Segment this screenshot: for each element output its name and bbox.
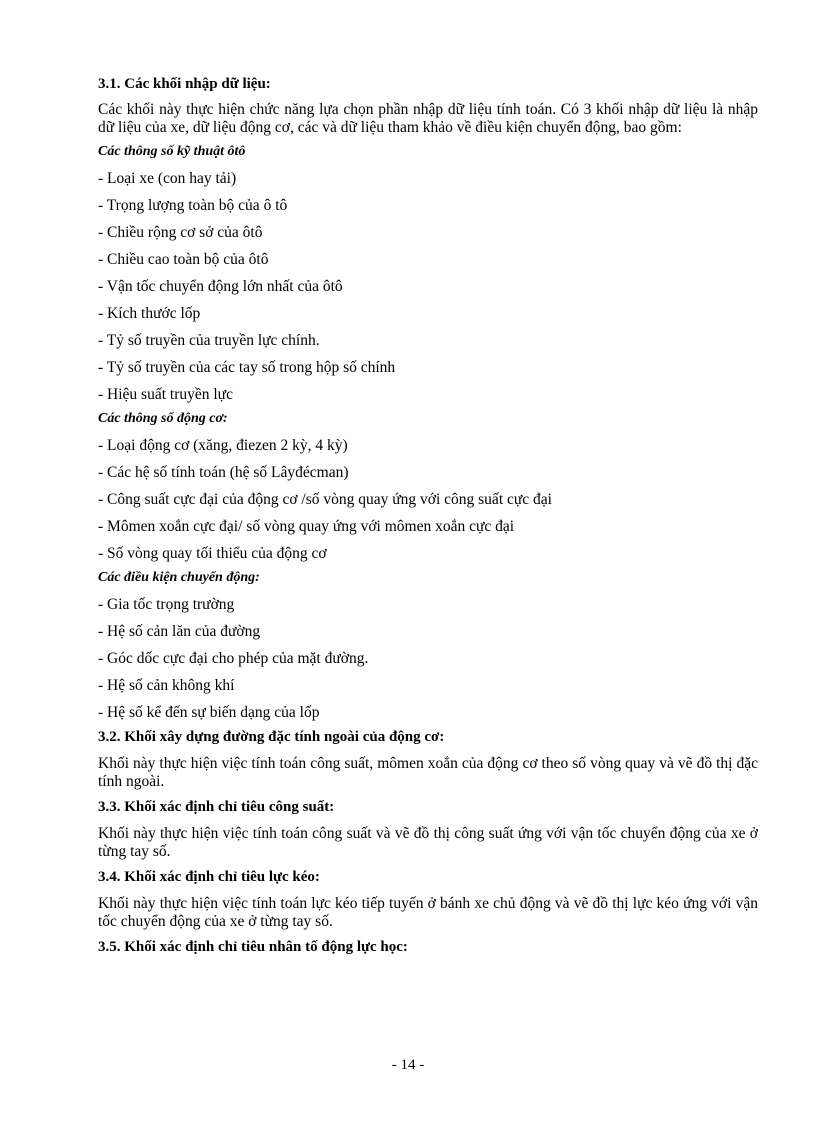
list-item: - Công suất cực đại của động cơ /số vòng quay ứng với công suất cực đại [98, 491, 552, 508]
section-body-3-2: Khối này thực hiện việc tính toán công suất, mômen xoắn của động cơ theo số vòng quay và vẽ đồ thị đặc tính ngoài. [98, 755, 758, 790]
list-item: - Chiều cao toàn bộ của ôtô [98, 251, 269, 268]
section-heading-3-5: 3.5. Khối xác định chỉ tiêu nhân tố động lực học: [98, 939, 408, 955]
section-heading-3-1: 3.1. Các khối nhập dữ liệu: [98, 76, 271, 92]
motion-conditions-title: Các điều kiện chuyển động: [98, 570, 260, 585]
list-item: - Gia tốc trọng trường [98, 596, 235, 613]
section-intro-paragraph: Các khối này thực hiện chức năng lựa chọn phần nhập dữ liệu tính toán. Có 3 khối nhập dữ liệu là nhập dữ liệu của xe, dữ liệu động cơ, các và dữ liệu tham khảo về điều kiện chuyển động, bao gồm: [98, 101, 758, 136]
list-item: - Hiệu suất truyền lực [98, 386, 233, 403]
page-number: - 14 - [391, 1057, 425, 1073]
engine-specs-list [98, 436, 758, 563]
list-item: - Loại động cơ (xăng, điezen 2 kỳ, 4 kỳ) [98, 437, 348, 454]
list-item: - Mômen xoắn cực đại/ số vòng quay ứng với mômen xoắn cực đại [98, 518, 515, 535]
list-item: - Chiều rộng cơ sở của ôtô [98, 224, 263, 241]
list-item: - Loại xe (con hay tải) [98, 170, 237, 187]
section-heading-3-4: 3.4. Khối xác định chỉ tiêu lực kéo: [98, 869, 320, 885]
list-item: - Tỷ số truyền của các tay số trong hộp số chính [98, 359, 396, 376]
document-page [98, 75, 758, 957]
car-specs-list [98, 169, 758, 404]
engine-specs-title: Các thông số động cơ: [98, 411, 228, 426]
list-item: - Kích thước lốp [98, 305, 201, 322]
section-heading-3-3: 3.3. Khối xác định chỉ tiêu công suất: [98, 799, 335, 815]
list-item: - Hệ số cản không khí [98, 677, 235, 694]
list-item: - Số vòng quay tối thiểu của động cơ [98, 545, 327, 562]
list-item: - Trọng lượng toàn bộ của ô tô [98, 197, 288, 214]
list-item: - Tỷ số truyền của truyền lực chính. [98, 332, 320, 349]
motion-conditions-list [98, 595, 758, 722]
section-body-3-4: Khối này thực hiện việc tính toán lực kéo tiếp tuyến ở bánh xe chủ động và vẽ đồ thị lực kéo ứng với vận tốc chuyển động của xe ở từng tay số. [98, 895, 758, 930]
list-item: - Góc dốc cực đại cho phép của mặt đường. [98, 650, 369, 667]
list-item: - Các hệ số tính toán (hệ số Lâyđécman) [98, 464, 349, 481]
list-item: - Vận tốc chuyển động lớn nhất của ôtô [98, 278, 343, 295]
section-heading-3-2: 3.2. Khối xây dựng đường đặc tính ngoài của động cơ: [98, 729, 445, 745]
car-specs-title: Các thông số kỹ thuật ôtô [98, 144, 246, 159]
list-item: - Hệ số cản lăn của đường [98, 623, 261, 640]
section-body-3-3: Khối này thực hiện việc tính toán công suất và vẽ đồ thị công suất ứng với vận tốc chuyển động của xe ở từng tay số. [98, 825, 758, 860]
list-item: - Hệ số kể đến sự biến dạng của lốp [98, 704, 320, 721]
